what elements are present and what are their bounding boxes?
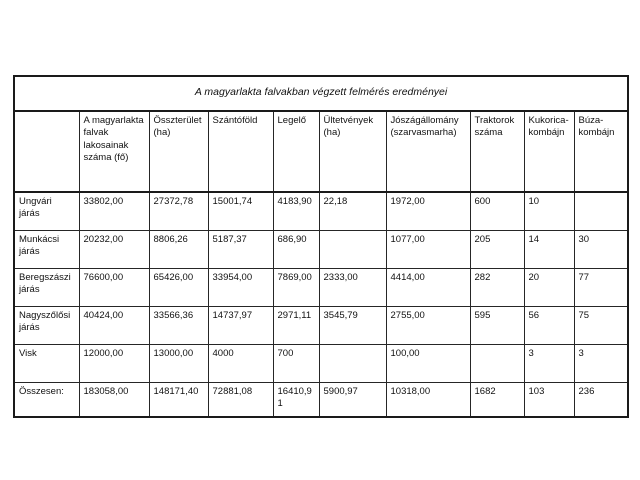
- total-pasture: 16410,91: [273, 382, 319, 417]
- cell-total-area: 27372,78: [149, 192, 208, 231]
- cell-pasture: 7869,00: [273, 268, 319, 306]
- cell-wheat-harvester: [574, 192, 628, 231]
- row-label: Beregszászi járás: [14, 268, 79, 306]
- column-header-population: A magyarlakta falvak lakosainak száma (fő): [79, 111, 149, 192]
- cell-plantations: [319, 344, 386, 382]
- column-header-plantations: Ültetvények (ha): [319, 111, 386, 192]
- table-row: [14, 344, 628, 382]
- column-header-total-area: Összterület (ha): [149, 111, 208, 192]
- column-header-pasture: Legelő: [273, 111, 319, 192]
- cell-arable-land: 5187,37: [208, 230, 273, 268]
- row-label: Ungvári járás: [14, 192, 79, 231]
- total-livestock: 10318,00: [386, 382, 470, 417]
- total-wheat-harvester: 236: [574, 382, 628, 417]
- column-header-corn-harvester: Kukorica-kombájn: [524, 111, 574, 192]
- table-row: [14, 192, 628, 231]
- cell-wheat-harvester: 30: [574, 230, 628, 268]
- cell-total-area: 8806,26: [149, 230, 208, 268]
- cell-plantations: [319, 230, 386, 268]
- row-label: Munkácsi járás: [14, 230, 79, 268]
- cell-population: 12000,00: [79, 344, 149, 382]
- cell-pasture: 700: [273, 344, 319, 382]
- row-label: Nagyszőlősi járás: [14, 306, 79, 344]
- cell-wheat-harvester: 75: [574, 306, 628, 344]
- cell-arable-land: 4000: [208, 344, 273, 382]
- total-plantations: 5900,97: [319, 382, 386, 417]
- cell-plantations: 22,18: [319, 192, 386, 231]
- table-row: [14, 268, 628, 306]
- cell-pasture: 2971,11: [273, 306, 319, 344]
- cell-arable-land: 33954,00: [208, 268, 273, 306]
- cell-pasture: 4183,90: [273, 192, 319, 231]
- row-label: Visk: [14, 344, 79, 382]
- cell-tractors: 600: [470, 192, 524, 231]
- cell-plantations: 2333,00: [319, 268, 386, 306]
- column-header-wheat-harvester: Búza-kombájn: [574, 111, 628, 192]
- cell-plantations: 3545,79: [319, 306, 386, 344]
- cell-corn-harvester: 56: [524, 306, 574, 344]
- table-row: [14, 230, 628, 268]
- column-header-livestock: Jószágállomány (szarvasmarha): [386, 111, 470, 192]
- cell-tractors: 595: [470, 306, 524, 344]
- total-corn-harvester: 103: [524, 382, 574, 417]
- cell-livestock: 1972,00: [386, 192, 470, 231]
- survey-table-container: [13, 75, 627, 418]
- cell-corn-harvester: 3: [524, 344, 574, 382]
- total-arable-land: 72881,08: [208, 382, 273, 417]
- cell-total-area: 13000,00: [149, 344, 208, 382]
- cell-livestock: 1077,00: [386, 230, 470, 268]
- column-header-tractors: Traktorok száma: [470, 111, 524, 192]
- cell-arable-land: 14737,97: [208, 306, 273, 344]
- table-header-row: [14, 111, 628, 192]
- cell-tractors: 282: [470, 268, 524, 306]
- cell-total-area: 33566,36: [149, 306, 208, 344]
- cell-pasture: 686,90: [273, 230, 319, 268]
- cell-corn-harvester: 10: [524, 192, 574, 231]
- cell-population: 20232,00: [79, 230, 149, 268]
- cell-total-area: 65426,00: [149, 268, 208, 306]
- cell-wheat-harvester: 77: [574, 268, 628, 306]
- cell-wheat-harvester: 3: [574, 344, 628, 382]
- cell-livestock: 2755,00: [386, 306, 470, 344]
- total-population: 183058,00: [79, 382, 149, 417]
- table-title: A magyarlakta falvakban végzett felmérés eredményei: [14, 76, 628, 111]
- cell-population: 76600,00: [79, 268, 149, 306]
- total-tractors: 1682: [470, 382, 524, 417]
- total-row-label: Összesen:: [14, 382, 79, 417]
- cell-livestock: 4414,00: [386, 268, 470, 306]
- table-total-row: [14, 382, 628, 417]
- column-header-arable-land: Szántóföld: [208, 111, 273, 192]
- table-title-row: [14, 76, 628, 111]
- cell-corn-harvester: 20: [524, 268, 574, 306]
- column-header-rowlabel: [14, 111, 79, 192]
- total-total-area: 148171,40: [149, 382, 208, 417]
- cell-corn-harvester: 14: [524, 230, 574, 268]
- cell-population: 33802,00: [79, 192, 149, 231]
- table-row: [14, 306, 628, 344]
- survey-results-table: [13, 75, 629, 418]
- cell-population: 40424,00: [79, 306, 149, 344]
- cell-tractors: [470, 344, 524, 382]
- cell-livestock: 100,00: [386, 344, 470, 382]
- cell-arable-land: 15001,74: [208, 192, 273, 231]
- cell-tractors: 205: [470, 230, 524, 268]
